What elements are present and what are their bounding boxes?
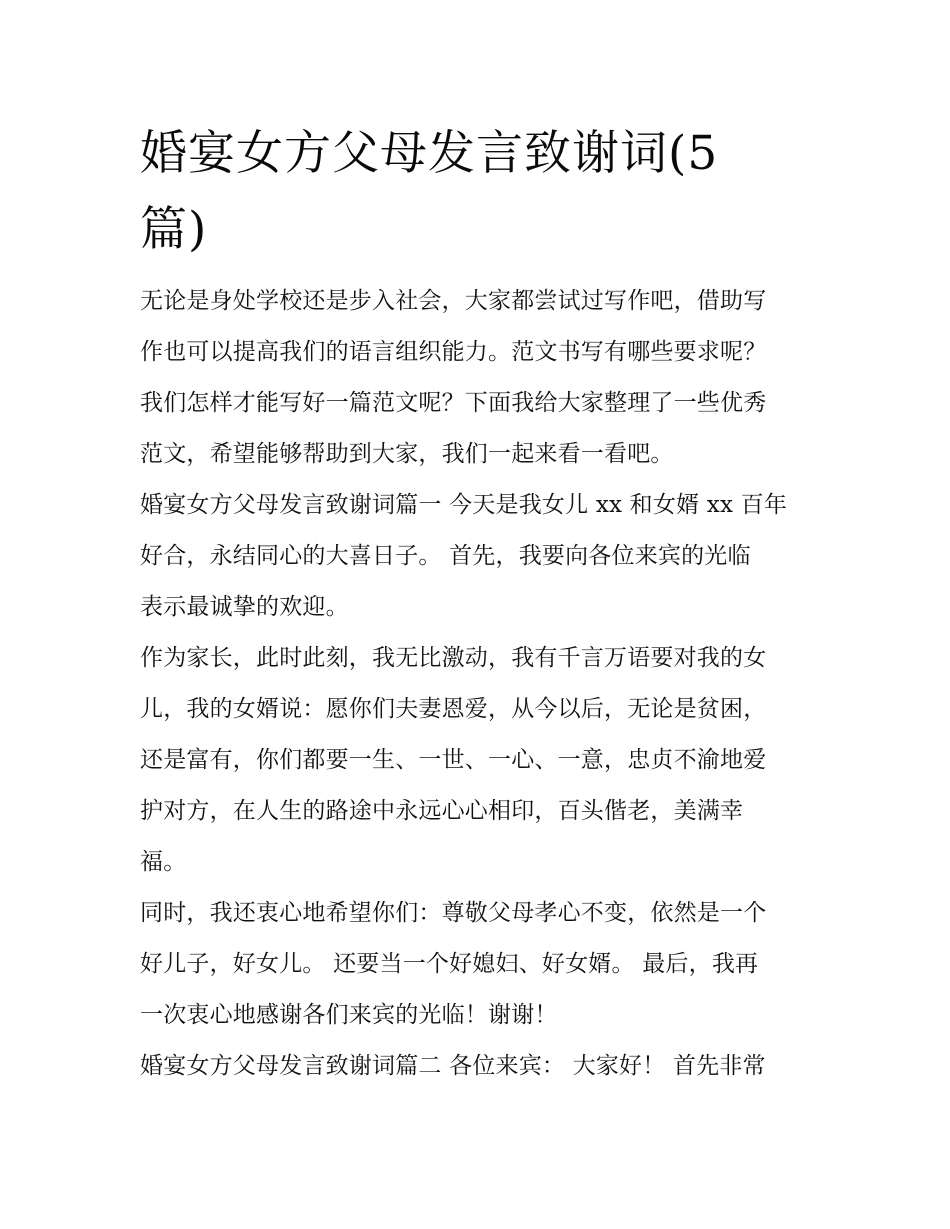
body-line: 儿，我的女婿说：愿你们夫妻恩爱，从今以后，无论是贫困，: [140, 696, 767, 722]
body-line: 我们怎样才能写好一篇范文呢？下面我给大家整理了一些优秀: [140, 390, 767, 416]
title-line-2: 篇): [140, 202, 208, 257]
body-line: 作也可以提高我们的语言组织能力。范文书写有哪些要求呢？: [140, 339, 767, 365]
body-line: 还是富有，你们都要一生、一世、一心、一意，忠贞不渝地爱: [140, 747, 767, 773]
title-line-1: 婚宴女方父母发言致谢词(5: [140, 126, 719, 181]
body-line: 同时，我还衷心地希望你们：尊敬父母孝心不变，依然是一个: [140, 900, 767, 926]
document-title: [140, 116, 820, 268]
body-line: 婚宴女方父母发言致谢词篇二 各位来宾： 大家好！ 首先非常: [140, 1053, 766, 1079]
body-line: 护对方，在人生的路途中永远心心相印，百头偕老，美满幸: [140, 798, 744, 824]
body-line: 表示最诚挚的欢迎。: [140, 594, 349, 620]
body-line: 无论是身处学校还是步入社会，大家都尝试过写作吧，借助写: [140, 288, 767, 314]
body-line: 好合，永结同心的大喜日子。 首先，我要向各位来宾的光临: [140, 543, 751, 569]
document-body: [140, 276, 820, 1092]
body-line: 一次衷心地感谢各们来宾的光临！谢谢！: [140, 1002, 558, 1028]
body-line: 婚宴女方父母发言致谢词篇一 今天是我女儿 xx 和女婿 xx 百年: [140, 492, 788, 518]
body-line: 作为家长，此时此刻，我无比激动，我有千言万语要对我的女: [140, 645, 767, 671]
body-line: 范文，希望能够帮助到大家，我们一起来看一看吧。: [140, 441, 674, 467]
body-line: 好儿子，好女儿。 还要当一个好媳妇、好女婿。 最后，我再: [140, 951, 759, 977]
body-line: 福。: [140, 849, 187, 875]
